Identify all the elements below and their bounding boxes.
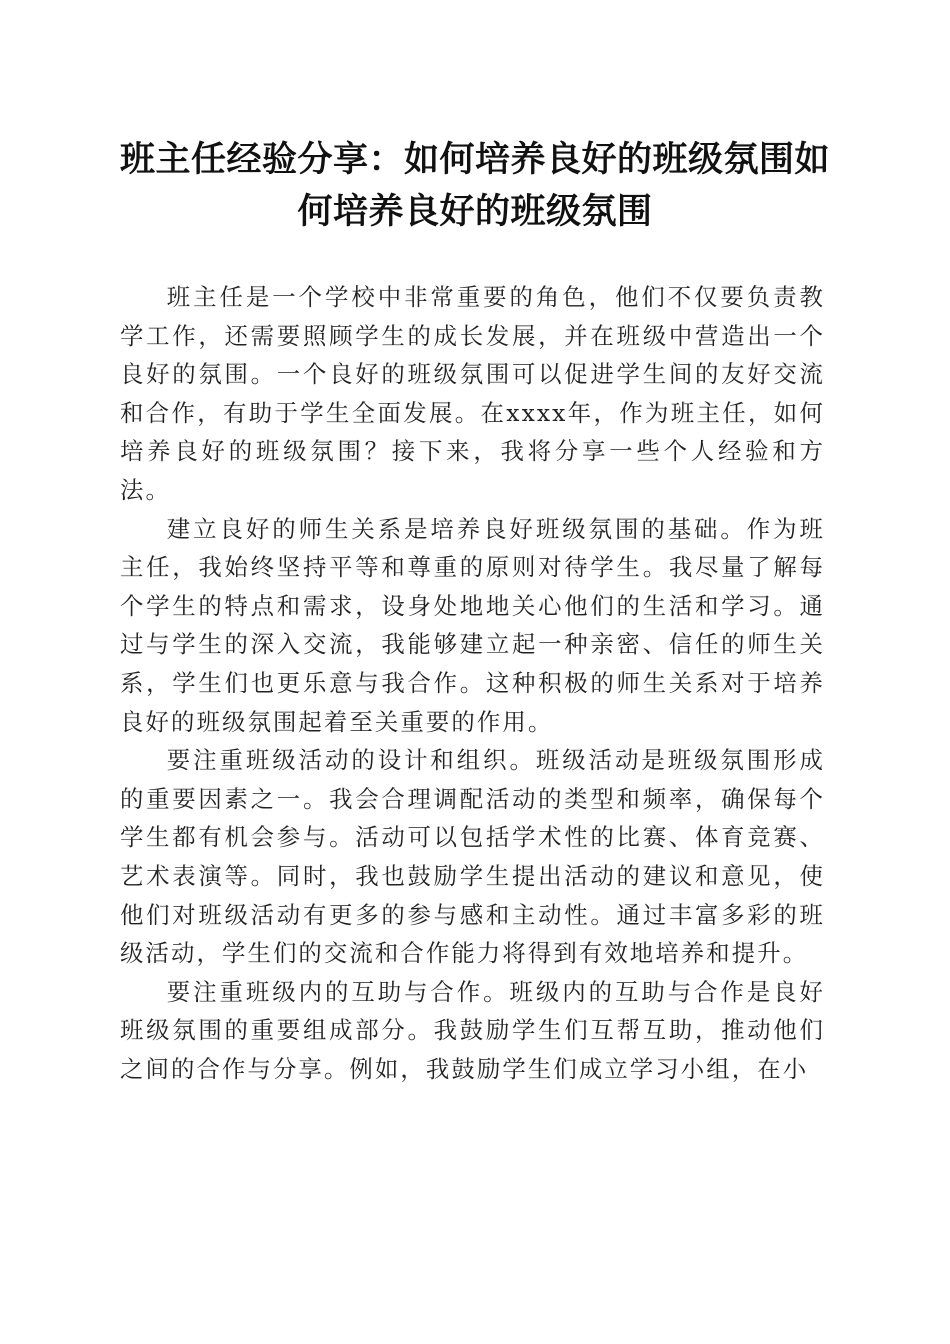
- paragraph-4: 要注重班级内的互助与合作。班级内的互助与合作是良好班级氛围的重要组成部分。我鼓励学生们互帮互助，推动他们之间的合作与分享。例如，我鼓励学生们成立学习小组，在小: [120, 977, 825, 1083]
- paragraph-2: 建立良好的师生关系是培养良好班级氛围的基础。作为班主任，我始终坚持平等和尊重的原则对待学生。我尽量了解每个学生的特点和需求，设身处地地关心他们的生活和学习。通过与学生的深入交流，我能够建立起一种亲密、信任的师生关系，学生们也更乐意与我合作。这种积极的师生关系对于培养良好的班级氛围起着至关重要的作用。: [120, 514, 825, 736]
- paragraph-3: 要注重班级活动的设计和组织。班级活动是班级氛围形成的重要因素之一。我会合理调配活动的类型和频率，确保每个学生都有机会参与。活动可以包括学术性的比赛、体育竞赛、艺术表演等。同时，我也鼓励学生提出活动的建议和意见，使他们对班级活动有更多的参与感和主动性。通过丰富多彩的班级活动，学生们的交流和合作能力将得到有效地培养和提升。: [120, 746, 825, 968]
- paragraph-1: 班主任是一个学校中非常重要的角色，他们不仅要负责教学工作，还需要照顾学生的成长发展，并在班级中营造出一个良好的氛围。一个良好的班级氛围可以促进学生间的友好交流和合作，有助于学生全面发展。在xxxx年，作为班主任，如何培养良好的班级氛围？接下来，我将分享一些个人经验和方法。: [120, 283, 825, 504]
- document-title: 班主任经验分享：如何培养良好的班级氛围如何培养良好的班级氛围: [119, 139, 830, 232]
- document-body: [120, 278, 825, 1088]
